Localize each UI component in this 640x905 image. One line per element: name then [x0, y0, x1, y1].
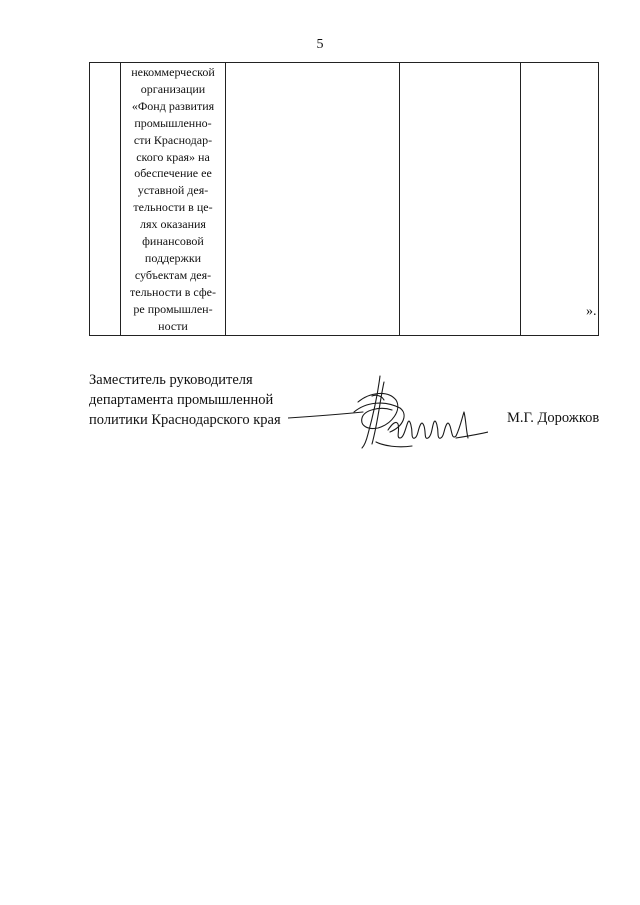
position-line-3: политики Краснодарского края — [89, 412, 281, 428]
empty-cell-3 — [226, 63, 400, 336]
position-line-1: Заместитель руководителя — [89, 372, 253, 388]
empty-cell-5 — [521, 63, 599, 336]
name-cell — [121, 63, 226, 336]
signer-name: М.Г. Дорожков — [507, 410, 600, 426]
position-line-2: департамента промышленной — [89, 392, 274, 408]
closing-quote: ». — [586, 304, 597, 319]
page-number: 5 — [316, 37, 324, 52]
continuation-table — [89, 62, 599, 336]
number-cell — [90, 63, 121, 336]
table-row — [90, 63, 599, 336]
handwritten-signature — [288, 372, 488, 462]
empty-cell-4 — [400, 63, 521, 336]
signatory-position — [89, 370, 281, 430]
name-cell-text: некоммерческой организации «Фонд развития промышленно- сти Краснодар- ского края» на обеспечение ее уставной дея- тельности в це- лях оказания финансовой поддержки субъектам дея- тельности в сфе- ре промышлен- ности — [130, 65, 216, 333]
